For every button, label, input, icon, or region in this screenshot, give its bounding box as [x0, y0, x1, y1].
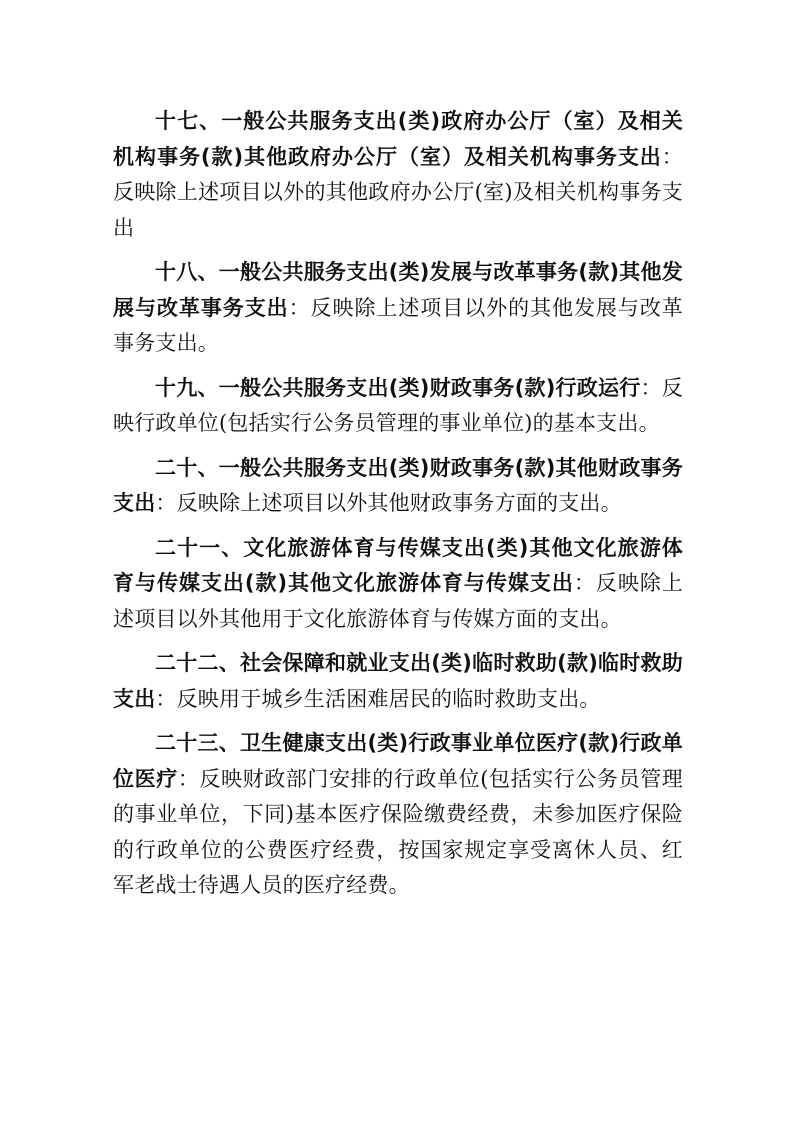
item-title: 十七、一般公共服务支出(类)政府办公厅（室）及相关机构事务(款)其他政府办公厅（室）及相关机构事务支出: [113, 109, 683, 169]
item-title: 二十、一般公共服务支出(类)财政事务(款)其他财政事务支出: [113, 455, 683, 515]
item-description: ：反映财政部门安排的行政单位(包括实行公务员管理的事业单位，下同)基本医疗保险缴费经费，未参加医疗保险的行政单位的公费医疗经费，按国家规定享受离休人员、红军老战士待遇人员的医疗经费。: [113, 766, 683, 897]
item-title: 二十三、卫生健康支出(类)行政事业单位医疗(款)行政单位医疗: [113, 731, 683, 791]
paragraph-22: [113, 646, 683, 717]
item-description: ：反映除上述项目以外其他用于文化旅游体育与传媒方面的支出。: [113, 571, 684, 631]
item-title: 二十一、文化旅游体育与传媒支出(类)其他文化旅游体育与传媒支出(款)其他文化旅游体育与传媒支出: [113, 535, 683, 595]
paragraph-19: [113, 371, 683, 442]
paragraph-20: [113, 451, 683, 522]
item-title: 十八、一般公共服务支出(类)发展与改革事务(款)其他发展与改革事务支出: [113, 260, 683, 320]
item-description: ：反映除上述项目以外的其他发展与改革事务支出。: [113, 295, 683, 355]
item-title: 十九、一般公共服务支出(类)财政事务(款)行政运行: [155, 375, 641, 400]
paragraph-23: [113, 726, 683, 904]
paragraph-21: [113, 531, 683, 638]
item-description: ：反映用于城乡生活困难居民的临时救助支出。: [155, 686, 601, 711]
item-description: ：反映除上述项目以外的其他政府办公厅(室)及相关机构事务支出: [113, 144, 683, 240]
item-title: 二十二、社会保障和就业支出(类)临时救助(款)临时救助支出: [113, 651, 683, 711]
paragraph-17: [113, 104, 683, 246]
item-description: ：反映行政单位(包括实行公务员管理的事业单位)的基本支出。: [113, 375, 683, 435]
paragraph-18: [113, 255, 683, 362]
document-page: [113, 104, 683, 913]
item-description: ：反映除上述项目以外其他财政事务方面的支出。: [155, 491, 622, 515]
